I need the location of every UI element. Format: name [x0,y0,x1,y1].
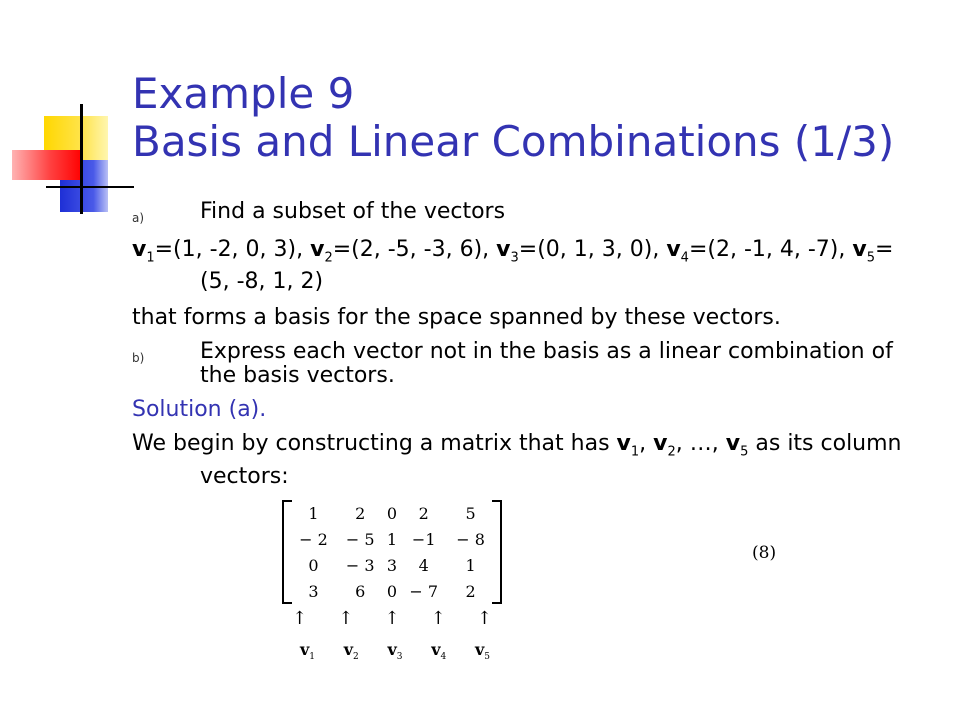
column-label [475,640,490,662]
equation-number: (8) [752,543,777,563]
column-label-name: v [474,640,485,659]
title-line-1: Example 9 [132,69,355,118]
basis-text: that forms a basis for the space spanned by these vectors. [132,305,781,331]
matrix-cell: − 7 [409,581,439,601]
column-label [344,640,359,662]
vector-3-value: =(0, 1, 3, 0), [518,237,667,262]
column-label-sub: 4 [440,652,447,663]
column-label-sub: 5 [484,652,490,663]
construct-prefix: We begin by constructing a matrix that has [132,431,617,457]
up-arrow-icon: ↑ [476,608,492,629]
matrix-cell: 3 [386,555,398,575]
matrix-cell: 2 [355,503,366,523]
item-a-text: Find a subset of the vectors [200,199,506,224]
slide-title [132,70,932,166]
decor-horizontal-line [46,186,134,188]
matrix [282,500,502,604]
matrix-cell: 1 [308,503,319,523]
column-label [387,640,402,662]
construct-v2-sub: 2 [667,444,676,460]
matrix-cell: 1 [386,529,398,549]
up-arrow-icon: ↑ [338,608,354,629]
column-label-name: v [431,640,441,659]
column-label-name: v [300,640,310,659]
construct-text [132,432,922,488]
title-line-2: Basis and Linear Combinations (1/3) [132,117,895,166]
construct-sep1: , [639,431,654,457]
matrix-row [290,500,494,526]
construct-v1-sub: 1 [630,444,640,460]
slide-body [132,200,922,489]
column-label-sub: 2 [353,652,359,663]
matrix-cell: − 3 [345,555,375,575]
matrix-cell: 0 [308,555,319,575]
vector-4-sub: 4 [680,250,689,266]
vector-3-sub: 3 [510,250,519,266]
matrix-cell: 3 [308,581,319,601]
column-label-name: v [343,640,354,659]
construct-sep2: , …, [675,431,726,457]
matrix-cell: 0 [386,581,398,601]
construct-suffix: as its column vectors: [200,431,902,489]
vector-3-name: v [496,237,511,262]
decor-vertical-line [80,104,83,214]
up-arrow-icon: ↑ [384,608,400,629]
item-a-marker: a) [132,211,145,225]
vector-5-value: =(5, -8, 1, 2) [200,237,894,295]
vector-5-name: v [852,237,867,262]
construct-v2: v [653,431,668,457]
matrix-table [290,500,494,604]
matrix-column-arrows [292,608,492,629]
solution-label: Solution (a). [132,397,267,423]
decor-red-bar [12,150,82,180]
matrix-cell: 4 [418,555,429,575]
vector-1-name: v [132,237,147,262]
matrix-cell: − 5 [345,529,375,549]
construct-v5: v [725,431,741,457]
vector-5-sub: 5 [866,250,875,266]
vector-4-name: v [666,237,681,262]
vector-2-value: =(2, -5, -3, 6), [332,237,497,262]
item-b-text: Express each vector not in the basis as a linear combination of the basis vectors. [200,339,893,389]
matrix-cell: 5 [465,503,476,523]
up-arrow-icon: ↑ [292,608,308,629]
vector-list [132,238,922,294]
matrix-row [290,552,494,578]
matrix-cell: 0 [386,503,398,523]
matrix-cell: − 2 [299,529,328,549]
matrix-row [290,578,494,604]
vector-4-value: =(2, -1, 4, -7), [688,237,853,262]
matrix-cell: 2 [418,503,429,523]
matrix-cell: 6 [355,581,366,601]
matrix-cell: 1 [465,555,476,575]
vector-2-sub: 2 [324,250,333,266]
column-label [431,640,446,662]
construct-v5-sub: 5 [740,444,749,460]
vector-1-sub: 1 [146,250,155,266]
column-label-sub: 3 [396,652,403,663]
up-arrow-icon: ↑ [430,608,446,629]
column-label-sub: 1 [309,652,316,663]
matrix-cell: − 8 [456,529,485,549]
vector-2-name: v [310,237,325,262]
matrix-cell: −1 [411,529,436,549]
matrix-column-labels [300,640,490,662]
construct-v1: v [616,431,631,457]
column-label-name: v [387,640,397,659]
matrix-row [290,526,494,552]
vector-1-value: =(1, -2, 0, 3), [154,237,311,262]
column-label [300,640,315,662]
item-a [132,200,922,230]
item-b-marker: b) [132,351,145,366]
item-b [132,340,922,388]
matrix-cell: 2 [465,581,476,601]
